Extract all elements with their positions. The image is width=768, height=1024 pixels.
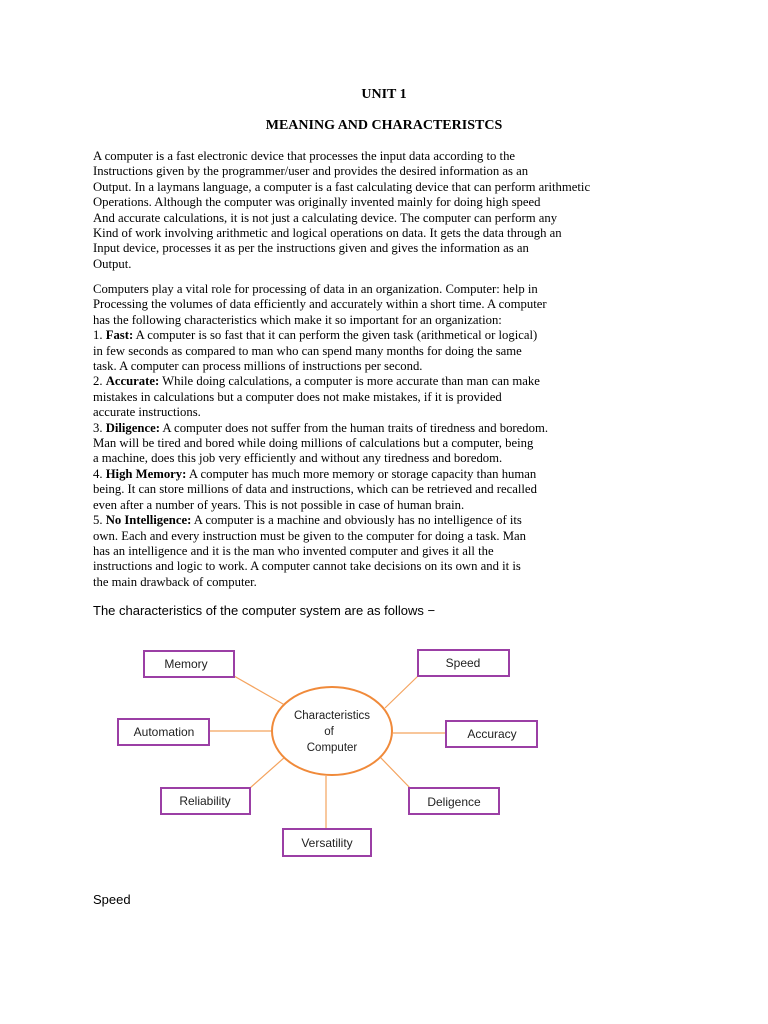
- connector-deligence: [380, 757, 412, 790]
- connector-memory: [234, 676, 290, 708]
- item-term: High Memory:: [105, 466, 187, 481]
- center-node: [272, 687, 392, 775]
- text-line: even after a number of years. This is not possible in case of human brain.: [93, 497, 465, 512]
- center-label-line: of: [324, 726, 334, 738]
- text-line: being. It can store millions of data and instructions, which can be retrieved and recalled: [93, 482, 537, 497]
- node-deligence: [409, 788, 499, 814]
- text-line: a machine, does this job very efficiently and without any tiredness and boredom.: [93, 451, 503, 466]
- center-label-line: Computer: [306, 742, 358, 754]
- text-line: Operations. Although the computer was originally invented mainly for doing high speed: [93, 195, 541, 210]
- connector-reliability: [250, 757, 285, 788]
- diagram-intro: The characteristics of the computer system are as follows −: [93, 603, 436, 618]
- node-label: Accuracy: [467, 727, 517, 741]
- text-line: accurate instructions.: [93, 405, 201, 420]
- node-label: Deligence: [427, 795, 481, 809]
- item-term: No Intelligence:: [105, 513, 192, 528]
- node-label: Automation: [133, 725, 195, 739]
- text-line: Kind of work involving arithmetic and logical operations on data. It gets the data through an: [93, 226, 562, 241]
- center-label-line: Characteristics: [293, 710, 371, 722]
- item-number: 1.: [93, 328, 103, 343]
- item-text: A computer does not suffer from the human traits of tiredness and boredom.: [159, 420, 549, 435]
- text-line: the main drawback of computer.: [93, 574, 257, 589]
- node-versatility: [283, 829, 371, 856]
- item-text: A computer has much more memory or storage capacity than human: [186, 466, 537, 481]
- text-line: Processing the volumes of data efficiently and accurately within a short time. A computer: [93, 297, 547, 312]
- node-label: Versatility: [301, 836, 353, 850]
- text-line: A computer is a fast electronic device that processes the input data according to the: [93, 149, 516, 163]
- text-line: in few seconds as compared to man who can spend many months for doing the same: [93, 343, 522, 358]
- text-line: mistakes in calculations but a computer does not make mistakes, if it is provided: [93, 389, 502, 404]
- text-line: Computers play a vital role for processing of data in an organization. Computer: help in: [93, 282, 538, 296]
- node-label: Memory: [164, 657, 208, 671]
- node-reliability: [161, 788, 250, 814]
- item-number: 5.: [93, 513, 103, 528]
- text-line: task. A computer can process millions of instructions per second.: [93, 359, 423, 374]
- item-text: A computer is a machine and obviously has no intelligence of its: [191, 513, 522, 528]
- node-speed: [418, 650, 509, 676]
- text-line: has an intelligence and it is the man who invented computer and gives it all the: [93, 543, 494, 558]
- item-number: 3.: [93, 420, 103, 435]
- text-line: instructions and logic to work. A computer cannot take decisions on its own and it is: [93, 559, 521, 574]
- text-line: Instructions given by the programmer/user and provides the desired information as an: [93, 164, 529, 179]
- text-line: Output.: [93, 256, 132, 271]
- item-term: Diligence:: [105, 420, 160, 435]
- text-line: And accurate calculations, it is not just a calculating device. The computer can perform any: [93, 210, 558, 225]
- node-label: Reliability: [179, 794, 231, 808]
- speed-caption: Speed: [93, 892, 131, 907]
- item-text: A computer is so fast that it can perform the given task (arithmetical or logical): [133, 328, 538, 343]
- item-text: While doing calculations, a computer is more accurate than man can make: [159, 374, 540, 389]
- text-line: Input device, processes it as per the instructions given and gives the information as an: [93, 241, 529, 256]
- text-line: has the following characteristics which make it so important for an organization:: [93, 312, 502, 327]
- page-heading: MEANING AND CHARACTERISTCS: [265, 118, 503, 133]
- item-term: Accurate:: [105, 374, 160, 389]
- item-term: Fast:: [105, 328, 134, 343]
- node-automation: [118, 719, 209, 745]
- unit-title: UNIT 1: [361, 87, 407, 102]
- connector-speed: [385, 676, 418, 708]
- text-line: Man will be tired and bored while doing millions of calculations but a computer, being: [93, 436, 534, 451]
- item-number: 2.: [93, 374, 103, 389]
- node-accuracy: [446, 721, 537, 747]
- node-memory: [144, 651, 234, 677]
- node-label: Speed: [445, 656, 481, 670]
- text-line: Output. In a laymans language, a computer is a fast calculating device that can perform arithmetic: [93, 179, 591, 194]
- item-number: 4.: [93, 466, 103, 481]
- text-line: own. Each and every instruction must be given to the computer for doing a task. Man: [93, 528, 527, 543]
